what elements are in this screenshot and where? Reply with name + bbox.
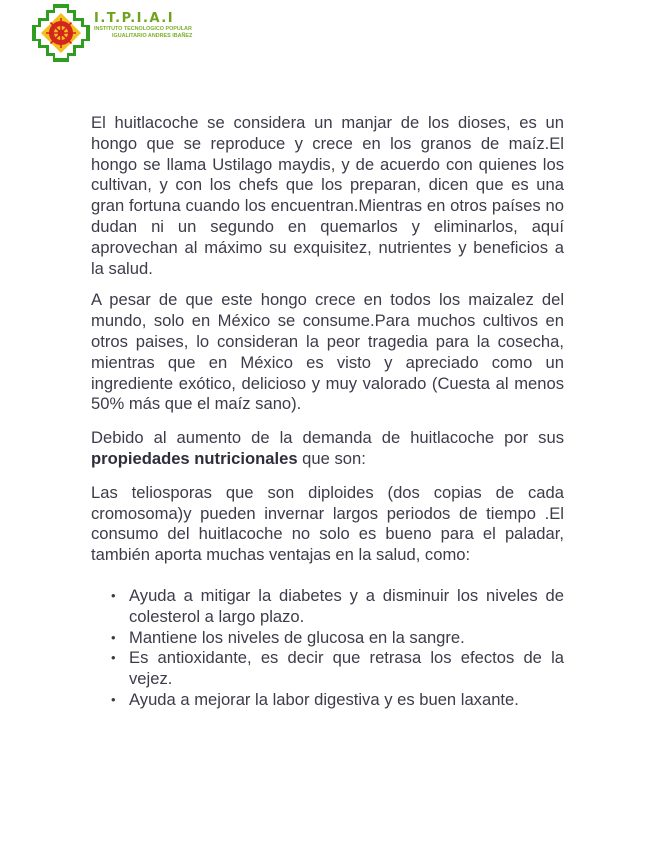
document-body xyxy=(91,113,564,711)
page-header xyxy=(32,4,232,62)
paragraph-teliospores: Las teliosporas que son diploides (dos copias de cada cromosoma)y pueden invernar largos periodos de tiempo .El consumo del huitlacoche no solo es bueno para el paladar, también aporta muchas ventajas en la salud, como: xyxy=(91,482,564,565)
list-item xyxy=(91,586,564,628)
institution-acronym: I.T.P.I.A.I xyxy=(94,11,175,26)
nutritional-properties-heading: propiedades nutricionales xyxy=(91,448,298,468)
bullet-icon: • xyxy=(111,587,116,603)
bullet-icon: • xyxy=(111,650,116,666)
bullet-icon: • xyxy=(111,691,116,707)
list-item xyxy=(91,628,564,649)
benefits-list xyxy=(91,586,564,711)
institution-name xyxy=(94,11,234,40)
list-item xyxy=(91,648,564,690)
list-item-text: Mantiene los niveles de glucosa en la sangre. xyxy=(129,627,465,647)
list-item-text: Es antioxidante, es decir que retrasa los efectos de la vejez. xyxy=(129,648,564,689)
institution-name-line2: IGUALITARIO ANDRES IBAÑEZ xyxy=(112,33,193,39)
geometric-cross-emblem-icon xyxy=(32,4,90,62)
institution-name-line1: INSTITUTO TECNOLOGICO POPULAR xyxy=(94,26,192,32)
paragraph-demand xyxy=(91,428,564,470)
demand-end-text: que son: xyxy=(297,448,366,468)
list-item xyxy=(91,690,564,711)
paragraph-intro: El huitlacoche se considera un manjar de los dioses, es un hongo que se reproduce y crece en los granos de maíz.El hongo se llama Ustilago maydis, y de acuerdo con quienes los cultivan, y con los chefs que los preparan, dicen que es una gran fortuna cuando los encuentran.Mientras en otros países no dudan ni un segundo en quemarlos y eliminarlos, aquí aprovechan al máximo su exquisitez, nutrientes y beneficios a la salud. xyxy=(91,113,564,278)
list-item-text: Ayuda a mitigar la diabetes y a disminuir los niveles de colesterol a largo plazo. xyxy=(129,585,564,626)
demand-intro-text: Debido al aumento de la demanda de huitlacoche por sus xyxy=(91,428,564,448)
paragraph-mexico: A pesar de que este hongo crece en todos los maizalez del mundo, solo en México se consume.Para muchos cultivos en otros paises, lo consideran la peor tragedia para la cosecha, mientras que en México es visto y apreciado como un ingrediente exótico, delicioso y muy valorado (Cuesta al menos 50% más que el maíz sano). xyxy=(91,290,564,414)
list-item-text: Ayuda a mejorar la labor digestiva y es buen laxante. xyxy=(129,689,519,709)
bullet-icon: • xyxy=(111,629,116,645)
